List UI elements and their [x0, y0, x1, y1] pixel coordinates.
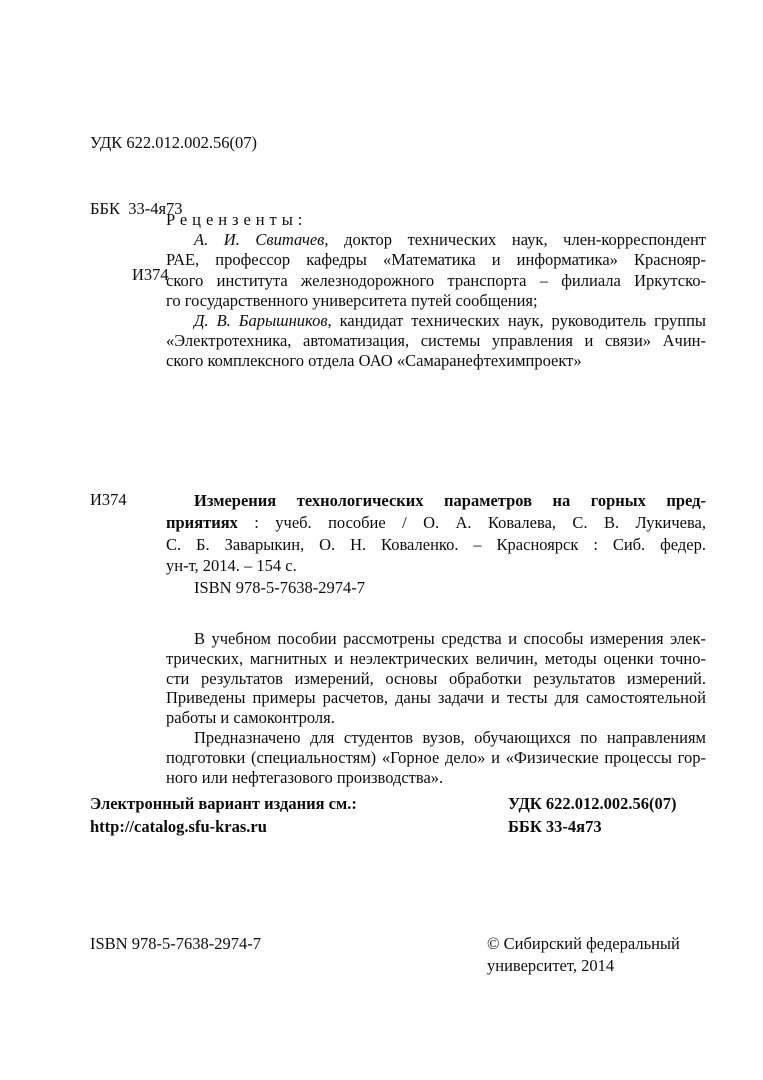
reviewer-name: А. И. Свитачев [194, 230, 325, 250]
copyright-notice [487, 933, 680, 976]
reviewer-credentials-lines [166, 331, 706, 371]
text-line: трических, магнитных и неэлектрических величин, методы оценки точно- [166, 648, 706, 668]
text-line: РАЕ, профессор кафедры «Математика и информатика» Краснояр- [166, 250, 706, 270]
classification-block-bottom [508, 793, 677, 838]
reviewer-entry-1 [166, 230, 706, 311]
text-line: Предназначено для студентов вузов, обучающихся по направлениям [194, 727, 706, 747]
electronic-edition-label: Электронный вариант издания см.: [90, 794, 357, 813]
reviewer-credentials: , кандидат технических наук, руководитель группы [327, 311, 706, 331]
bibliographic-info: : учеб. пособие / О. А. Ковалева, С. В. Лукичева, [237, 512, 706, 532]
book-index: И374 [132, 265, 169, 284]
book-title-line: Измерения технологических параметров на горных пред- [194, 491, 706, 510]
text-line: В учебном пособии рассмотрены средства и способы измерения элек- [194, 629, 706, 648]
isbn-footer: ISBN 978-5-7638-2974-7 [90, 934, 261, 953]
reviewer-credentials-lines [166, 250, 706, 311]
text-line [166, 311, 706, 331]
annotation-paragraph-1 [166, 629, 706, 728]
text-line: работы и самоконтроля. [166, 708, 335, 728]
text-line: го государственного университета путей сообщения; [166, 290, 538, 310]
book-title-continuation: приятиях [166, 512, 238, 532]
catalog-url: http://catalog.sfu-kras.ru [90, 816, 267, 836]
book-title-line [166, 512, 706, 534]
bbk-code-bottom: ББК 33-4я73 [508, 816, 602, 836]
electronic-edition-note [90, 793, 357, 838]
catalog-entry [166, 490, 706, 599]
reviewer-name: Д. В. Барышников [194, 311, 328, 331]
udk-code: УДК 622.012.002.56(07) [90, 133, 258, 152]
bbk-code: ББК 33-4я73 [90, 199, 183, 218]
reviewer-entry-2 [166, 311, 706, 372]
bibliographic-line: ун-т, 2014. – 154 с. [166, 556, 297, 576]
annotation-paragraph-2 [166, 728, 706, 787]
copyright-line: © Сибирский федеральный [487, 934, 680, 953]
text-line: ного или нефтегазового производства». [166, 767, 444, 787]
reviewers-section [166, 210, 706, 372]
copyright-line: университет, 2014 [487, 955, 615, 975]
text-line: Приведены примеры расчетов, даны задачи и тесты для самостоятельной [166, 688, 706, 708]
text-line: ского комплексного отдела ОАО «Самаранефтехимпроект» [166, 351, 582, 371]
text-line: ского института железнодорожного транспорта – филиала Иркутско- [166, 270, 706, 290]
isbn-line: ISBN 978-5-7638-2974-7 [194, 578, 365, 598]
text-line: подготовки (специальностям) «Горное дело» и «Физические процессы гор- [166, 747, 706, 767]
catalog-index: И374 [90, 490, 127, 509]
bibliographic-line: С. Б. Заварыкин, О. Н. Коваленко. – Красноярск : Сиб. федер. [166, 534, 706, 554]
text-line: сти результатов измерений, основы обработки результатов измерений. [166, 668, 706, 688]
udk-code-bottom: УДК 622.012.002.56(07) [508, 794, 677, 813]
annotation-section [166, 629, 706, 787]
text-line [166, 230, 706, 250]
reviewer-credentials: , доктор технических наук, член-корреспондент [324, 230, 706, 250]
text-line: «Электротехника, автоматизация, системы управления и связи» Ачин- [166, 331, 706, 351]
reviewers-heading: Рецензенты: [166, 210, 308, 229]
